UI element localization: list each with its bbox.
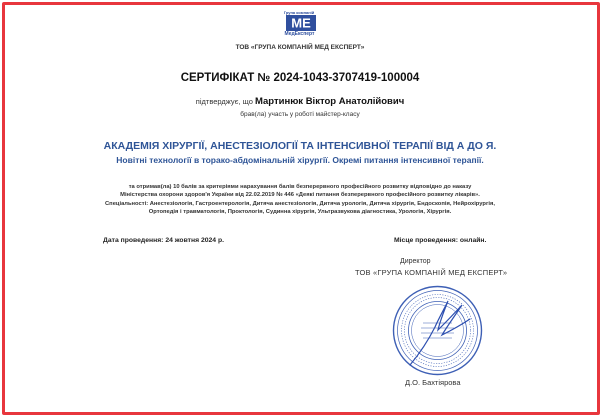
company-logo <box>283 10 319 37</box>
specialties-line-2: Ортопедія і травматологія, Проктологія, Судинна хірургія, Ультразвукова діагностика, Урологія, Хірургія. <box>148 209 452 215</box>
signer-title: Директор <box>400 258 431 265</box>
event-place: Місце проведення: онлайн. <box>394 237 487 244</box>
signer-name: Д.О. Бахтіярова <box>405 378 461 387</box>
points-line-1: та отримав(ла) 10 балів за критеріями нарахування балів безперервного професійного розвитку відповідно до наказу <box>128 184 472 190</box>
points-line-2: Міністерства охорони здоров'я України від 22.02.2019 № 446 «Деякі питання безперервного професійного розвитку лікарів». <box>120 192 480 198</box>
logo-mark-text: МЕ <box>291 15 311 31</box>
specialties-line-1: Спеціальності: Анестезіологія, Гастроентерологія, Дитяча анестезіологія, Дитяча урологія, Дитяча хірургія, Ендоскопія, Нейрохірургія, <box>105 201 495 207</box>
points-statement <box>0 183 600 199</box>
recipient-name: Мартинюк Віктор Анатолійович <box>254 96 405 107</box>
company-header: ТОВ «ГРУПА КОМПАНІЙ МЕД ЕКСПЕРТ» <box>235 44 365 51</box>
participation-role: брав(ла) участь у роботі майстер-класу <box>240 111 360 118</box>
signer-organization: ТОВ «ГРУПА КОМПАНІЙ МЕД ЕКСПЕРТ» <box>355 268 508 277</box>
official-stamp-icon <box>390 283 485 378</box>
course-subtitle: Новітні технології в торако-абдомінальній хірургії. Окремі питання інтенсивної терапії. <box>116 155 484 165</box>
specialties <box>0 200 600 216</box>
confirm-line <box>0 96 600 107</box>
logo-mark-icon <box>286 15 316 31</box>
event-date: Дата проведення: 24 жовтня 2024 р. <box>103 237 224 244</box>
certificate-title: СЕРТИФІКАТ № 2024-1043-3707419-100004 <box>180 72 420 84</box>
logo-group-text: Група компаній <box>283 10 315 15</box>
logo-name-text: МедЕксперт <box>284 31 315 37</box>
course-title: АКАДЕМІЯ ХІРУРГІЇ, АНЕСТЕЗІОЛОГІЇ ТА ІНТЕНСИВНОЇ ТЕРАПІЇ ВІД А ДО Я. <box>103 140 497 152</box>
confirm-prefix: підтверджує, що <box>195 97 253 106</box>
